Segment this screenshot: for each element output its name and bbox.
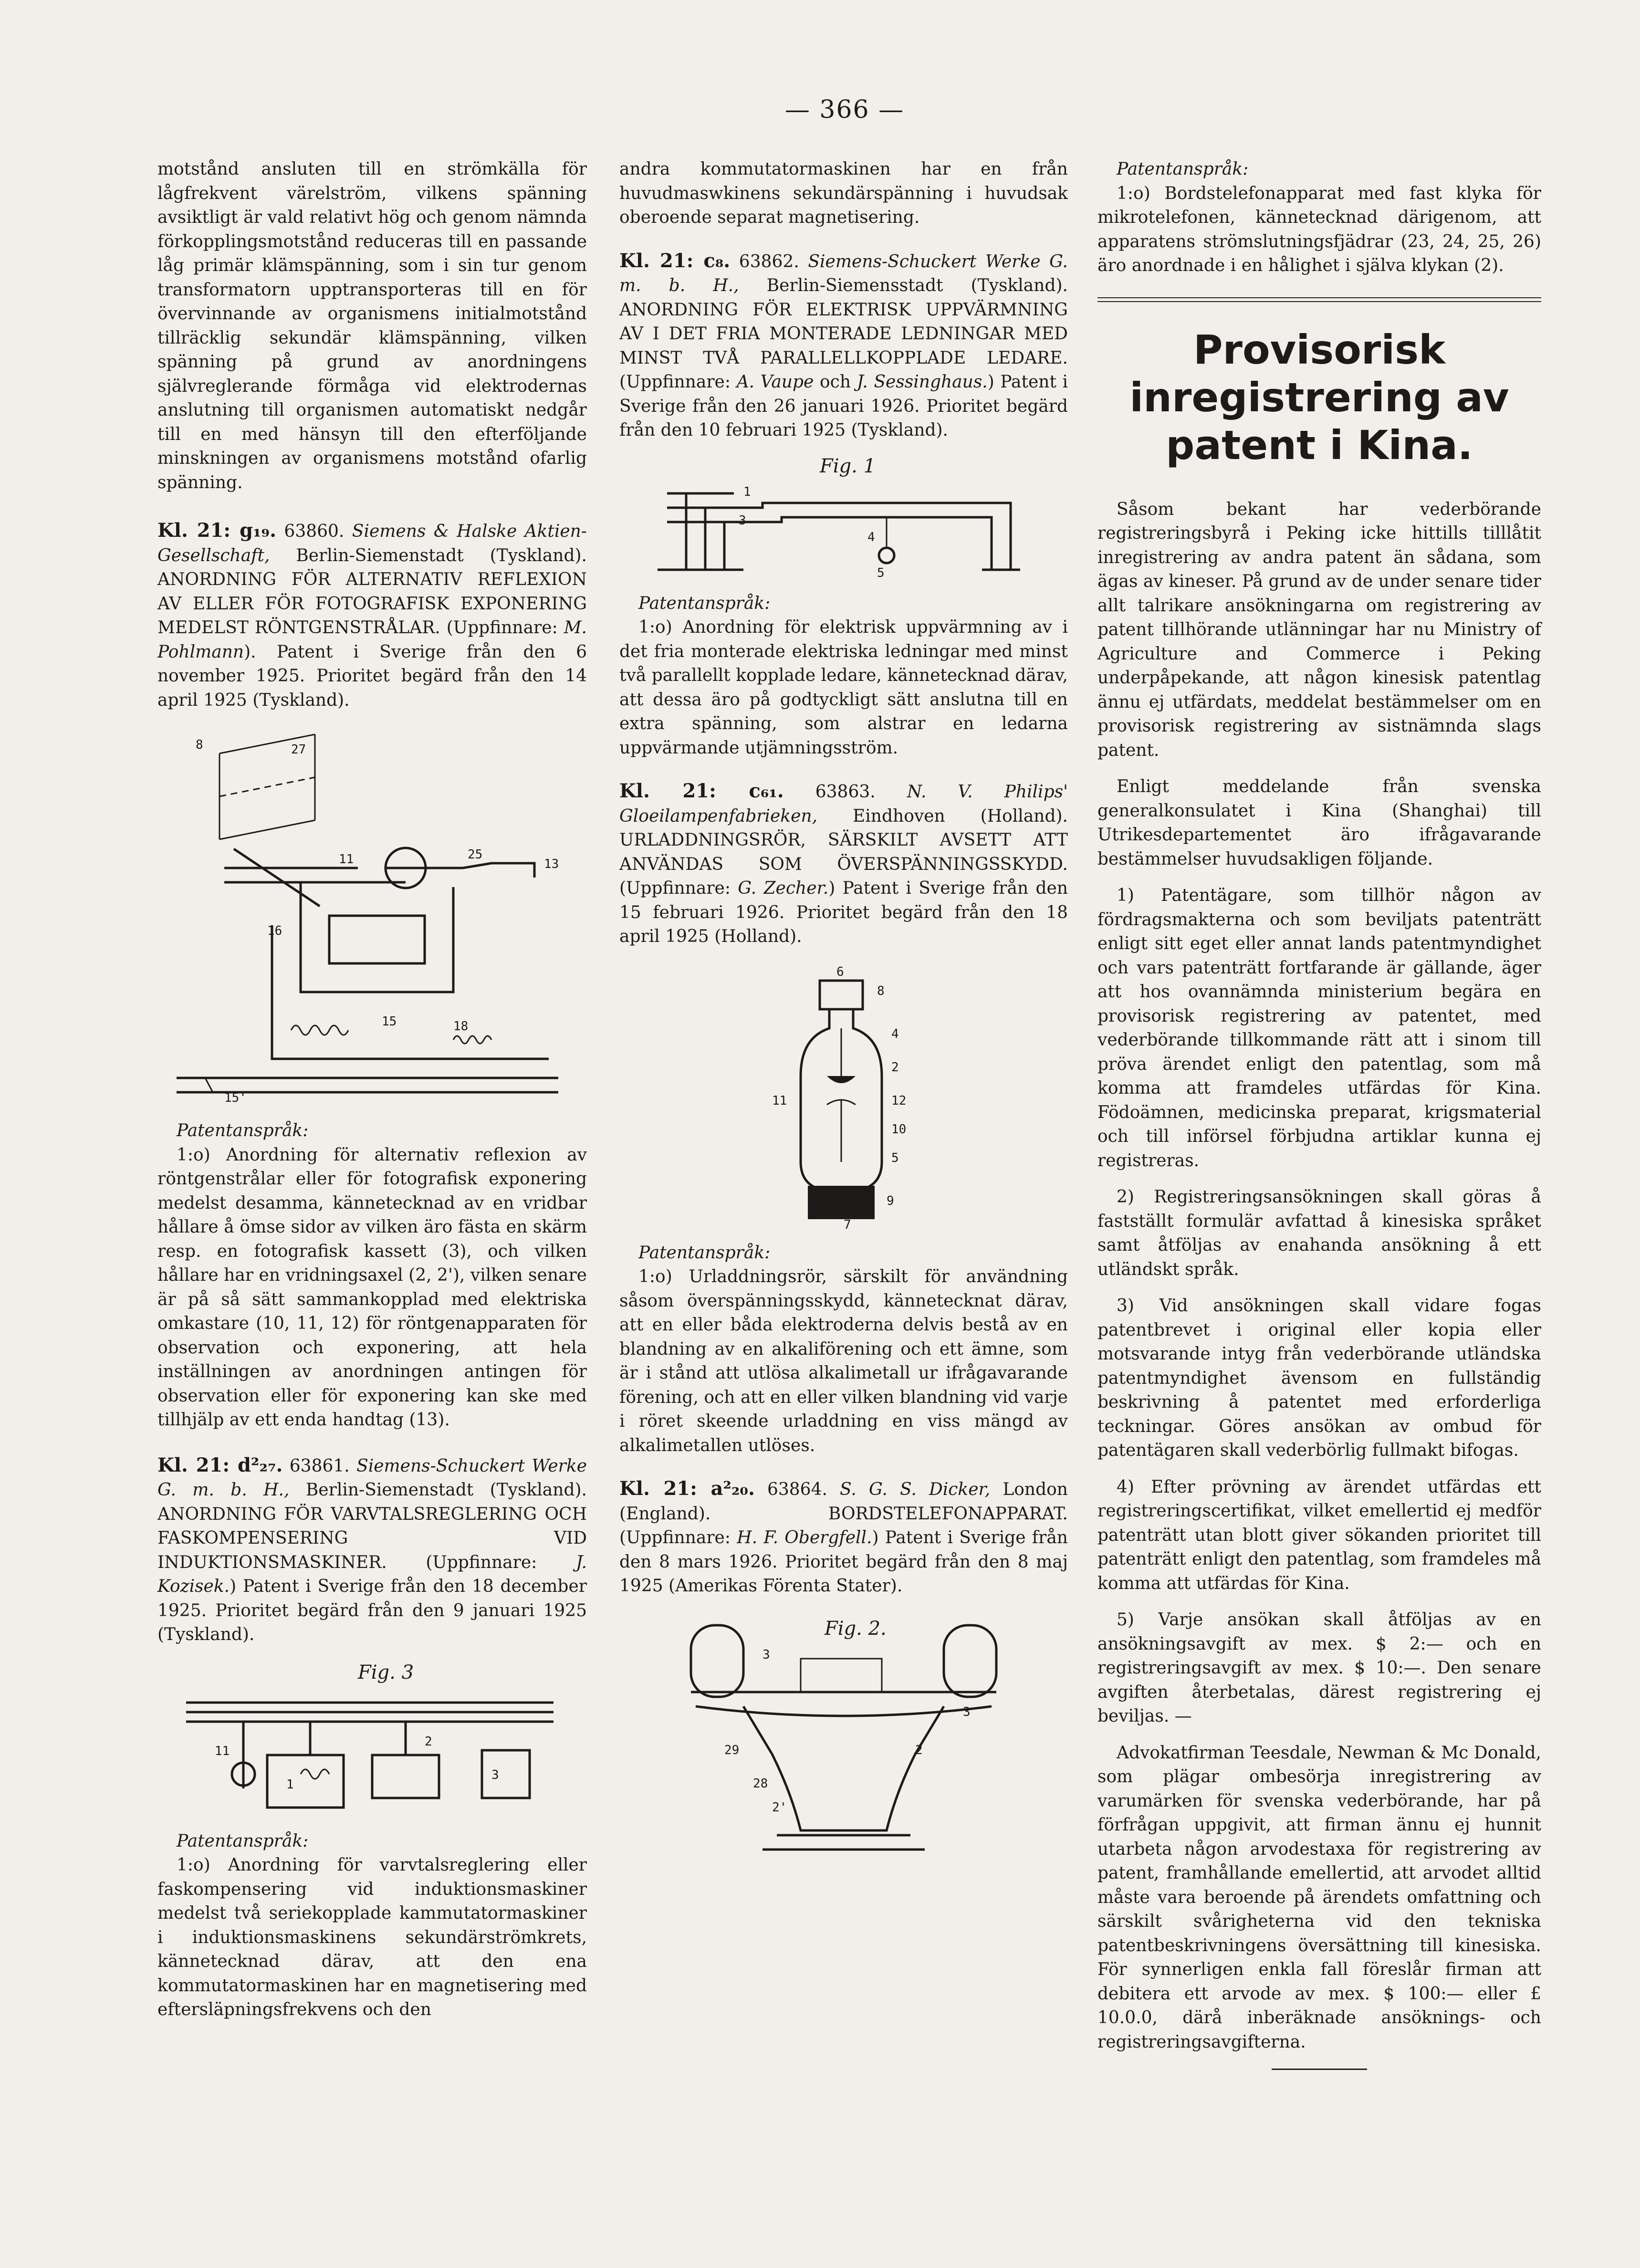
claim-text: 1:o) Bordstelefonapparat med fast klyka för mikrotelefonen, kännetecknad därigenom, att apparatens strömslutningsfjädrar (23, 24, 25, 26) äro anordnade i en hålighet i själva klykan (2). — [1097, 183, 1541, 275]
svg-text:6: 6 — [836, 964, 844, 979]
column-middle — [619, 157, 1068, 1881]
patent-entry-63860: Kl. 21: g₁₉. 63860. Siemens & Halske Aktien-Gesellschaft, Berlin-Siemenstadt (Tyskland). ANORDNING FÖR ALTERNATIV REFLEXION AV ELLER FÖR FOTOGRAFISK EXPONERING MEDELST RÖNTGENSTRÅLAR. (Uppfinnare: M. Pohlmann). Patent i Sverige från den 6 november 1925. Prioritet begärd från den 14 april 1925 (Tyskland). — [157, 519, 587, 710]
svg-text:1: 1 — [743, 484, 751, 499]
inventor: G. Zecher. — [738, 878, 829, 898]
column-right — [1097, 157, 1541, 2070]
article-paragraph: Enligt meddelande från svenska generalkonsulatet i Kina (Shanghai) till Utrikesdepartementet äro ifrågavarande bestämmelser huvudsakligen följande. — [1097, 777, 1541, 869]
patent-entry-63863: Kl. 21: c₆₁. 63863. N. V. Philips' Gloeilampenfabrieken, Eindhoven (Holland). URLADDNINGSRÖR, SÄRSKILT AVSETT ATT ANVÄNDAS SOM ÖVERSPÄNNINGSSKYDD. (Uppfinnare: G. Zecher.) Patent i Sverige från den 15 februari 1926. Prioritet begärd från den 18 april 1925 (Holland). — [619, 780, 1068, 946]
column-left — [157, 157, 587, 2035]
applicant: Siemens-Schuckert Werke G. m. b. H., — [157, 1456, 587, 1500]
page-number: — 366 — — [784, 95, 905, 124]
inventor: J. Kozisek. — [157, 1552, 587, 1596]
patent-class: Kl. 21: c₈. — [619, 249, 731, 272]
svg-text:28: 28 — [753, 1776, 768, 1791]
svg-text:9: 9 — [887, 1193, 894, 1208]
svg-text:1: 1 — [286, 1777, 294, 1792]
claim-text: 1:o) Anordning för alternativ reflexion av röntgenstrålar eller för fotografisk exponering medelst desamma, kännetecknad av en vridbar hållare å ömse sidor av vilken äro fästa en skärm resp. en fotografisk kassett (3), och vilken hållare har en vridningsaxel (2, 2'), vilken senare är på så sätt sammankopplad med elektriska omkastare (10, 11, 12) för röntgenapparaten för observation och exponering, att hela inställningen av anordningen antingen för observation eller för exponering kan ske med tillhjälp av ett enda handtag (13). — [157, 1145, 587, 1430]
patent-drawing-fig2 — [619, 1611, 1068, 1869]
applicant: S. G. S. Dicker, — [840, 1480, 991, 1499]
inventor: H. F. Obergfell. — [737, 1528, 872, 1547]
inventor: A. Vaupe — [736, 372, 814, 392]
section-divider — [1097, 297, 1541, 302]
applicant: Siemens-Schuckert Werke G. m. b. H., — [619, 251, 1068, 295]
svg-text:5: 5 — [877, 565, 885, 579]
patent-class: Kl. 21: g₁₉. — [157, 519, 277, 542]
continued-claim: andra kommutatormaskinen har en från huvudmaswkinens sekundärspänning i huvudsak oberoende separat magnetisering. — [619, 159, 1068, 227]
figure-label: Fig. 1 — [820, 455, 876, 477]
figure-label: Fig. 2. — [825, 1617, 887, 1640]
svg-text:18: 18 — [453, 1019, 469, 1034]
patent-class: Kl. 21: a²₂₀. — [619, 1477, 755, 1500]
svg-text:8: 8 — [877, 983, 885, 998]
svg-text:3: 3 — [763, 1647, 770, 1662]
figure-label: Fig. 3 — [358, 1661, 414, 1683]
claim-heading: Patentanspråk: — [177, 1121, 309, 1140]
continued-claim: motstånd ansluten till en strömkälla för lågfrekvent värelström, vilkens spänning avsiktligt är vald relativt hög och genom nämnda förkopplingsmotstånd reduceras till en passande låg primär klämspänning, som i sin tur genom transformatorn upptransporteras till en för övervinnande av organismens initialmotstånd tillräcklig sekundär klämspänning, vilken spänning på grund av anordningens självreglerande förmåga vid elektrodernas anslutning till organismen automatiskt nedgår till en med hänsyn till den efterföljande minskningen av organismens motstånd ofarlig spänning. — [157, 159, 587, 492]
svg-text:27: 27 — [291, 742, 306, 757]
svg-text:15': 15' — [224, 1091, 247, 1105]
article-headline: Provisorisk inregistrering av patent i Kina. — [1129, 326, 1509, 469]
svg-text:2: 2 — [915, 1743, 923, 1757]
svg-text:3: 3 — [491, 1767, 499, 1782]
inventor: J. Sessinghaus. — [857, 372, 988, 392]
patent-entry-63862: Kl. 21: c₈. 63862. Siemens-Schuckert Werke G. m. b. H., Berlin-Siemensstadt (Tyskland). ANORDNING FÖR ELEKTRISK UPPVÄRMNING AV I DET FRIA MONTERADE LEDNINGAR MED MINST TVÅ PARALLELLKOPPLADE LEDARE. (Uppfinnare: A. Vaupe och J. Sessinghaus.) Patent i Sverige från den 26 januari 1926. Prioritet begärd från den 10 februari 1925 (Tyskland). — [619, 249, 1068, 440]
article-paragraph: 1) Patentägare, som tillhör någon av fördragsmakterna och som beviljats patenträtt enligt sitt eget eller annat lands patentmyndighet och vars patenträtt fortfarande är gällande, äger att hos ovannämnda ministerium begära en provisorisk registrering av patentet, med vederbörande tillkommande rätt att i sinom till pröva ärendet enligt den patentlag, som må komma att framdeles utfärdas för Kina. Födoämnen, medicinska preparat, krigsmaterial och till införsel förbjudna artiklar kunna ej registreras. — [1097, 886, 1541, 1171]
patent-drawing-xray-apparatus — [157, 725, 587, 1107]
article-paragraph: Advokatfirman Teesdale, Newman & Mc Donald, som plägar ombesörja inregistrering av varumärken för svenska vederbörande, har på förfrågan uppgivit, att firman ännu ej hunnit utarbeta någon arvodestaxa för registrering av patent, framhållande emellertid, att arvodet alltid måste vara beroende på ärendets omfattning och särskilt svårigheterna vid den tekniska patentbeskrivningens översättning till kinesiska. För synnerligen enkla fall föreslår firman att debitera ett arvode av mex. $ 100:— eller £ 10.0.0, därå inberäknade ansöknings- och registreringsavgifterna. — [1097, 1743, 1541, 2052]
svg-text:3: 3 — [739, 513, 746, 528]
patent-entry-63861: Kl. 21: d²₂₇. 63861. Siemens-Schuckert Werke G. m. b. H., Berlin-Siemenstadt (Tyskland). ANORDNING FÖR VARVTALSREGLERING OCH FASKOMPENSERING VID INDUKTIONSMASKINER. (Uppfinnare: J. Kozisek.) Patent i Sverige från den 18 december 1925. Prioritet begärd från den 9 januari 1925 (Tyskland). — [157, 1453, 587, 1644]
claim-heading: Patentanspråk: — [177, 1831, 309, 1851]
svg-text:4: 4 — [867, 530, 875, 544]
patent-drawing-fig1 — [619, 455, 1068, 579]
patent-drawing-fig3 — [157, 1660, 587, 1817]
discharge-tube-drawing — [619, 962, 1058, 1229]
claim-heading: Patentanspråk: — [638, 593, 771, 613]
svg-text:3: 3 — [963, 1704, 971, 1719]
svg-text:5: 5 — [891, 1150, 899, 1165]
claim-text: 1:o) Anordning för varvtalsreglering eller faskompensering vid induktionsmaskiner medelst två seriekopplade kammutatormaskiner i induktionsmaskinens sekundärströmkrets, kännetecknad därav, att den ena kommutatormaskinen har en magnetisering med eftersläpningsfrekvens och den — [157, 1855, 587, 2019]
svg-text:7: 7 — [844, 1217, 851, 1229]
article-paragraph: 2) Registreringsansökningen skall göras å fastställt formulär avfattad å kinesiska språket samt åtföljas av enahanda ansökning å ett utländskt språk. — [1097, 1187, 1541, 1279]
svg-text:10: 10 — [891, 1122, 907, 1137]
svg-text:4: 4 — [891, 1026, 899, 1041]
svg-text:13: 13 — [544, 857, 559, 871]
fig3-circuit-drawing — [157, 1660, 577, 1817]
claim-text: 1:o) Urladdningsrör, särskilt för användning såsom överspänningsskydd, kännetecknat därav, att en eller båda elektroderna delvis bestå av en blandning av en alkaliförening och ett ämne, som är i stånd att utlösa alkalimetall ur ifrågavarande förening, och att en eller vilken blandning vid varje i röret skeende urladdning en viss mängd av alkalimetallen utlöses. — [619, 1267, 1068, 1455]
fig2-telephone-drawing — [619, 1611, 1058, 1869]
patent-entry-63864: Kl. 21: a²₂₀. 63864. S. G. S. Dicker, London (England). BORDSTELEFONAPPARAT. (Uppfinnare: H. F. Obergfell.) Patent i Sverige från den 8 mars 1926. Prioritet begärd från den 8 maj 1925 (Amerikas Förenta Stater). — [619, 1477, 1068, 1596]
svg-text:11: 11 — [339, 852, 354, 867]
claim-heading: Patentanspråk: — [1117, 159, 1249, 179]
fig1-heating-drawing — [619, 455, 1058, 579]
svg-text:11: 11 — [215, 1744, 230, 1758]
end-rule — [1272, 2069, 1367, 2070]
patent-drawing-discharge-tube — [619, 962, 1068, 1229]
applicant: Siemens & Halske Aktien-Gesellschaft, — [157, 522, 587, 565]
svg-text:2: 2 — [425, 1734, 432, 1749]
svg-text:29: 29 — [724, 1743, 740, 1757]
svg-text:25: 25 — [468, 847, 483, 862]
article-paragraph: 4) Efter prövning av ärendet utfärdas ett registreringscertifikat, vilket emellertid ej medför patenträtt utan blott giver sökanden prioritet till patenträtt enligt den patentlag, som framdeles må komma att utfärdas för Kina. — [1097, 1477, 1541, 1593]
svg-text:15: 15 — [382, 1014, 397, 1029]
patent-class: Kl. 21: d²₂₇. — [157, 1453, 283, 1476]
claim-text: 1:o) Anordning för elektrisk uppvärmning av i det fria monterade elektriska ledningar med minst två parallellt kopplade ledare, kännetecknad därav, att dessa äro på godtyckligt sätt anslutna till en extra spänning, som alstrar en ledarna uppvärmande utjämningsström. — [619, 617, 1068, 758]
svg-text:12: 12 — [891, 1093, 907, 1108]
xray-apparatus-drawing — [157, 725, 577, 1107]
inventor: M. Pohlmann — [157, 618, 587, 662]
article-paragraph: 3) Vid ansökningen skall vidare fogas patentbrevet i original eller kopia eller motsvarande intyg från vederbörande utländska patentmyndighet ävensom en fullständig beskrivning å patentet med erforderliga teckningar. Göres ansökan av ombud för patentägaren skall vederbörlig fullmakt bifogas. — [1097, 1296, 1541, 1460]
svg-text:8: 8 — [196, 738, 203, 752]
claim-heading: Patentanspråk: — [638, 1243, 771, 1263]
patent-class: Kl. 21: c₆₁. — [619, 780, 784, 802]
svg-text:16: 16 — [267, 924, 282, 938]
svg-text:11: 11 — [772, 1093, 787, 1108]
svg-text:2': 2' — [772, 1800, 787, 1815]
article-paragraph: 5) Varje ansökan skall åtföljas av en ansökningsavgift av mex. $ 2:— och en registreringsavgift av mex. $ 10:—. Den senare avgiften återbetalas, därest registrering ej beviljas. — — [1097, 1610, 1541, 1726]
applicant: N. V. Philips' Gloeilampenfabrieken, — [619, 782, 1068, 826]
svg-text:2: 2 — [891, 1060, 899, 1075]
article-paragraph: Såsom bekant har vederbörande registreringsbyrå i Peking icke hittills tilllåtit inregistrering av andra patent än sådana, som ägas av kineser. På grund av de under senare tider allt talrikare ansökningarna om registrering av patent tillhörande utlänningar har nu Ministry of Agriculture and Commerce i Peking underpåpekande, att någon kinesisk patentlag ännu ej utfärdats, meddelat bestämmelser om en provisorisk registrering av sistnämnda slags patent. — [1097, 499, 1541, 760]
